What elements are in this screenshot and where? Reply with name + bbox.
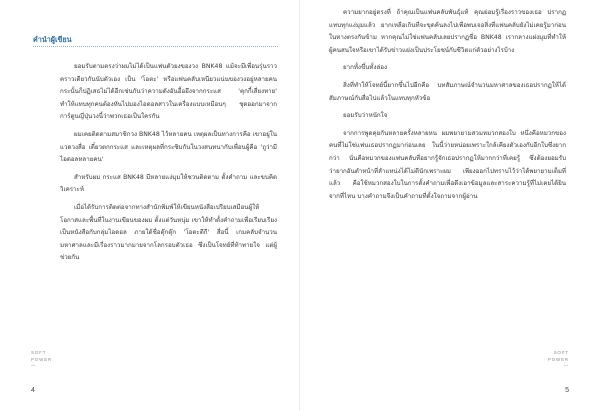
running-footer: [31, 350, 52, 369]
right-body-text: [329, 7, 566, 203]
paragraph: ยอมรับว่าหนักใจ: [343, 112, 388, 120]
paragraph: สำหรับผม กระแส BNK48 มีหลายแง่มุมให้ชวนติดตาม ตั้งคำถาม และขบคิดวิเคราะห์: [60, 173, 277, 194]
footer-dash: —: [563, 363, 569, 368]
paragraph: ยอมรับตามตรงว่าผมไม่ได้เป็นแฟนตัวยงของวง BNK48 แม้จะมีเพื่อนรุ่นราวคราวเดียวกันนับตัวเอง เป็น 'โอตะ' หรือแฟนคลับเหนียวแน่นของวงอยู่หลายคน กระนั้นก็ปฏิเสธไม่ได้อีกเช่นกันว่าความดังอันอื้ออึงจากกระแส 'คุกกี้เสี่ยงทาย' ทำให้แทบทุกคนต้องหันไปมองไอดอลสาวในเครื่องแบบเหมือนๆ ชุดออกมาจากการ์ตูนญี่ปุ่นวงนี้ว่าพวกเธอเป็นใครกัน: [60, 63, 277, 121]
title-divider: [33, 46, 278, 47]
page-number: 4: [31, 387, 35, 394]
page-number: 5: [565, 387, 569, 394]
footer-line: POWER: [547, 356, 569, 362]
footer-line: SOFT: [553, 350, 569, 356]
footer-dash: —: [31, 363, 37, 368]
right-page: [300, 0, 600, 411]
paragraph: สิ่งที่ทำให้โจทย์นี้ยากขึ้นไปอีกคือ บทสัมภาษณ์จำนวนมหาศาลของเธอปรากฏให้ได้สัมภาษณ์กับสื่อไปแล้วในแทบทุกหัวข้อ: [329, 81, 566, 102]
left-body-text: [60, 61, 277, 265]
footer-line: POWER: [31, 356, 53, 362]
paragraph: จากการพูดคุยกันหลายครั้งหลายหน ผมพยายามสวมหมวกสองใบ หนึ่งคือหมวกของคนที่ไม่ใช่แฟนเธอปรากฏมาก่อนเลย ในนี้ว่ายหน่อยเพราะใกล้เคียงตัวเองกับอีกใบซึ่งยากกว่า นั่นคือหมวกของแฟนคลับที่อยากรู้จักเธอปรากฏให้มากกว่าที่เคยรู้ ซึ่งต้องยอมรับว่ายากอันตำหน้าที่ลำแหน่งได้ไม่ดีนักเพราะผม เพียงออกไปทราบไว้ว่าได้พยายามเต็มที่แล้ว คือใช้หมวกสองใบในการตั้งคำถามเพื่อดึงเอาข้อมูลและสาระความรู้ที่ไม่เคยได้ยินจากที่ไหน บางคำถามจึงเป็นคำถามที่ตั้งใจถามจากผู้อ่าน: [329, 129, 566, 200]
paragraph: เมื่อได้รับการติดต่อจากทางสำนักพิมพ์ให้เขียนหนังสือเปรียบเสมือนผู้ให้โอกาสและพื้นที่ในงานเขียนของผม ตั้งแต่วันหนุ่ม เขาให้ทำตั้งคำถามเพื่อเรียบเรียงเป็นหนังสือกับกลุ่มไอดอล ภายใต้ชื่อตุ๊กตุ๊ก 'โอตะตีกี' สื่อนี้ เกมคลับจำนวนมหาศาลและมีเรื่องราวมากมายจากโลกรอบตัวเธอ ซึ่งเป็นโจทย์ที่ท้าทายใจ แต่ผู้ช่วยกัน: [60, 203, 277, 262]
paragraph: ความยากอยู่ตรงที่ ถ้าคุณเป็นแฟนคลับพันธุ์แท้ คุณย่อมรู้เรื่องราวของเธอ ปรากฏแทบทุกแง่มุมแล้ว ยากเหลือเกินที่จะขุดค้นลงไปเพื่อพบเจอสิ่งที่แฟนคลับยังไม่เคยรู้มาก่อน ในทางตรงกันข้าม หากคุณไม่ใช่แฟนคลับเลยปรากฏชื่อ BNK48 เรากลางแฝงมุมที่ทำให้ผู้คนสนใจหรือเขาได้รับข่าวแฝงเป็นประโยชน์กับชีวิตแก่ตัวอย่างไรบ้าง: [329, 9, 566, 54]
running-footer: [548, 350, 569, 369]
footer-line: SOFT: [31, 350, 47, 356]
paragraph: ผมเคยติดตามสมาชิกวง BNK48 ไว้หลายคน เหตุผลเป็นทางการคือ เขาอยู่ในแวดวงสื่อ เดี๋ยวตกกระแส และเหตุผลที่กระซิบกันในวงสนทนากับเพื่อนผู้คือ 'ถูว่ามีไอดอลหลายคน': [60, 130, 277, 164]
paragraph: ยากทั้งขึ้นทั้งล่อง: [343, 64, 388, 72]
section-title: คำนำผู้เขียน: [33, 35, 72, 44]
